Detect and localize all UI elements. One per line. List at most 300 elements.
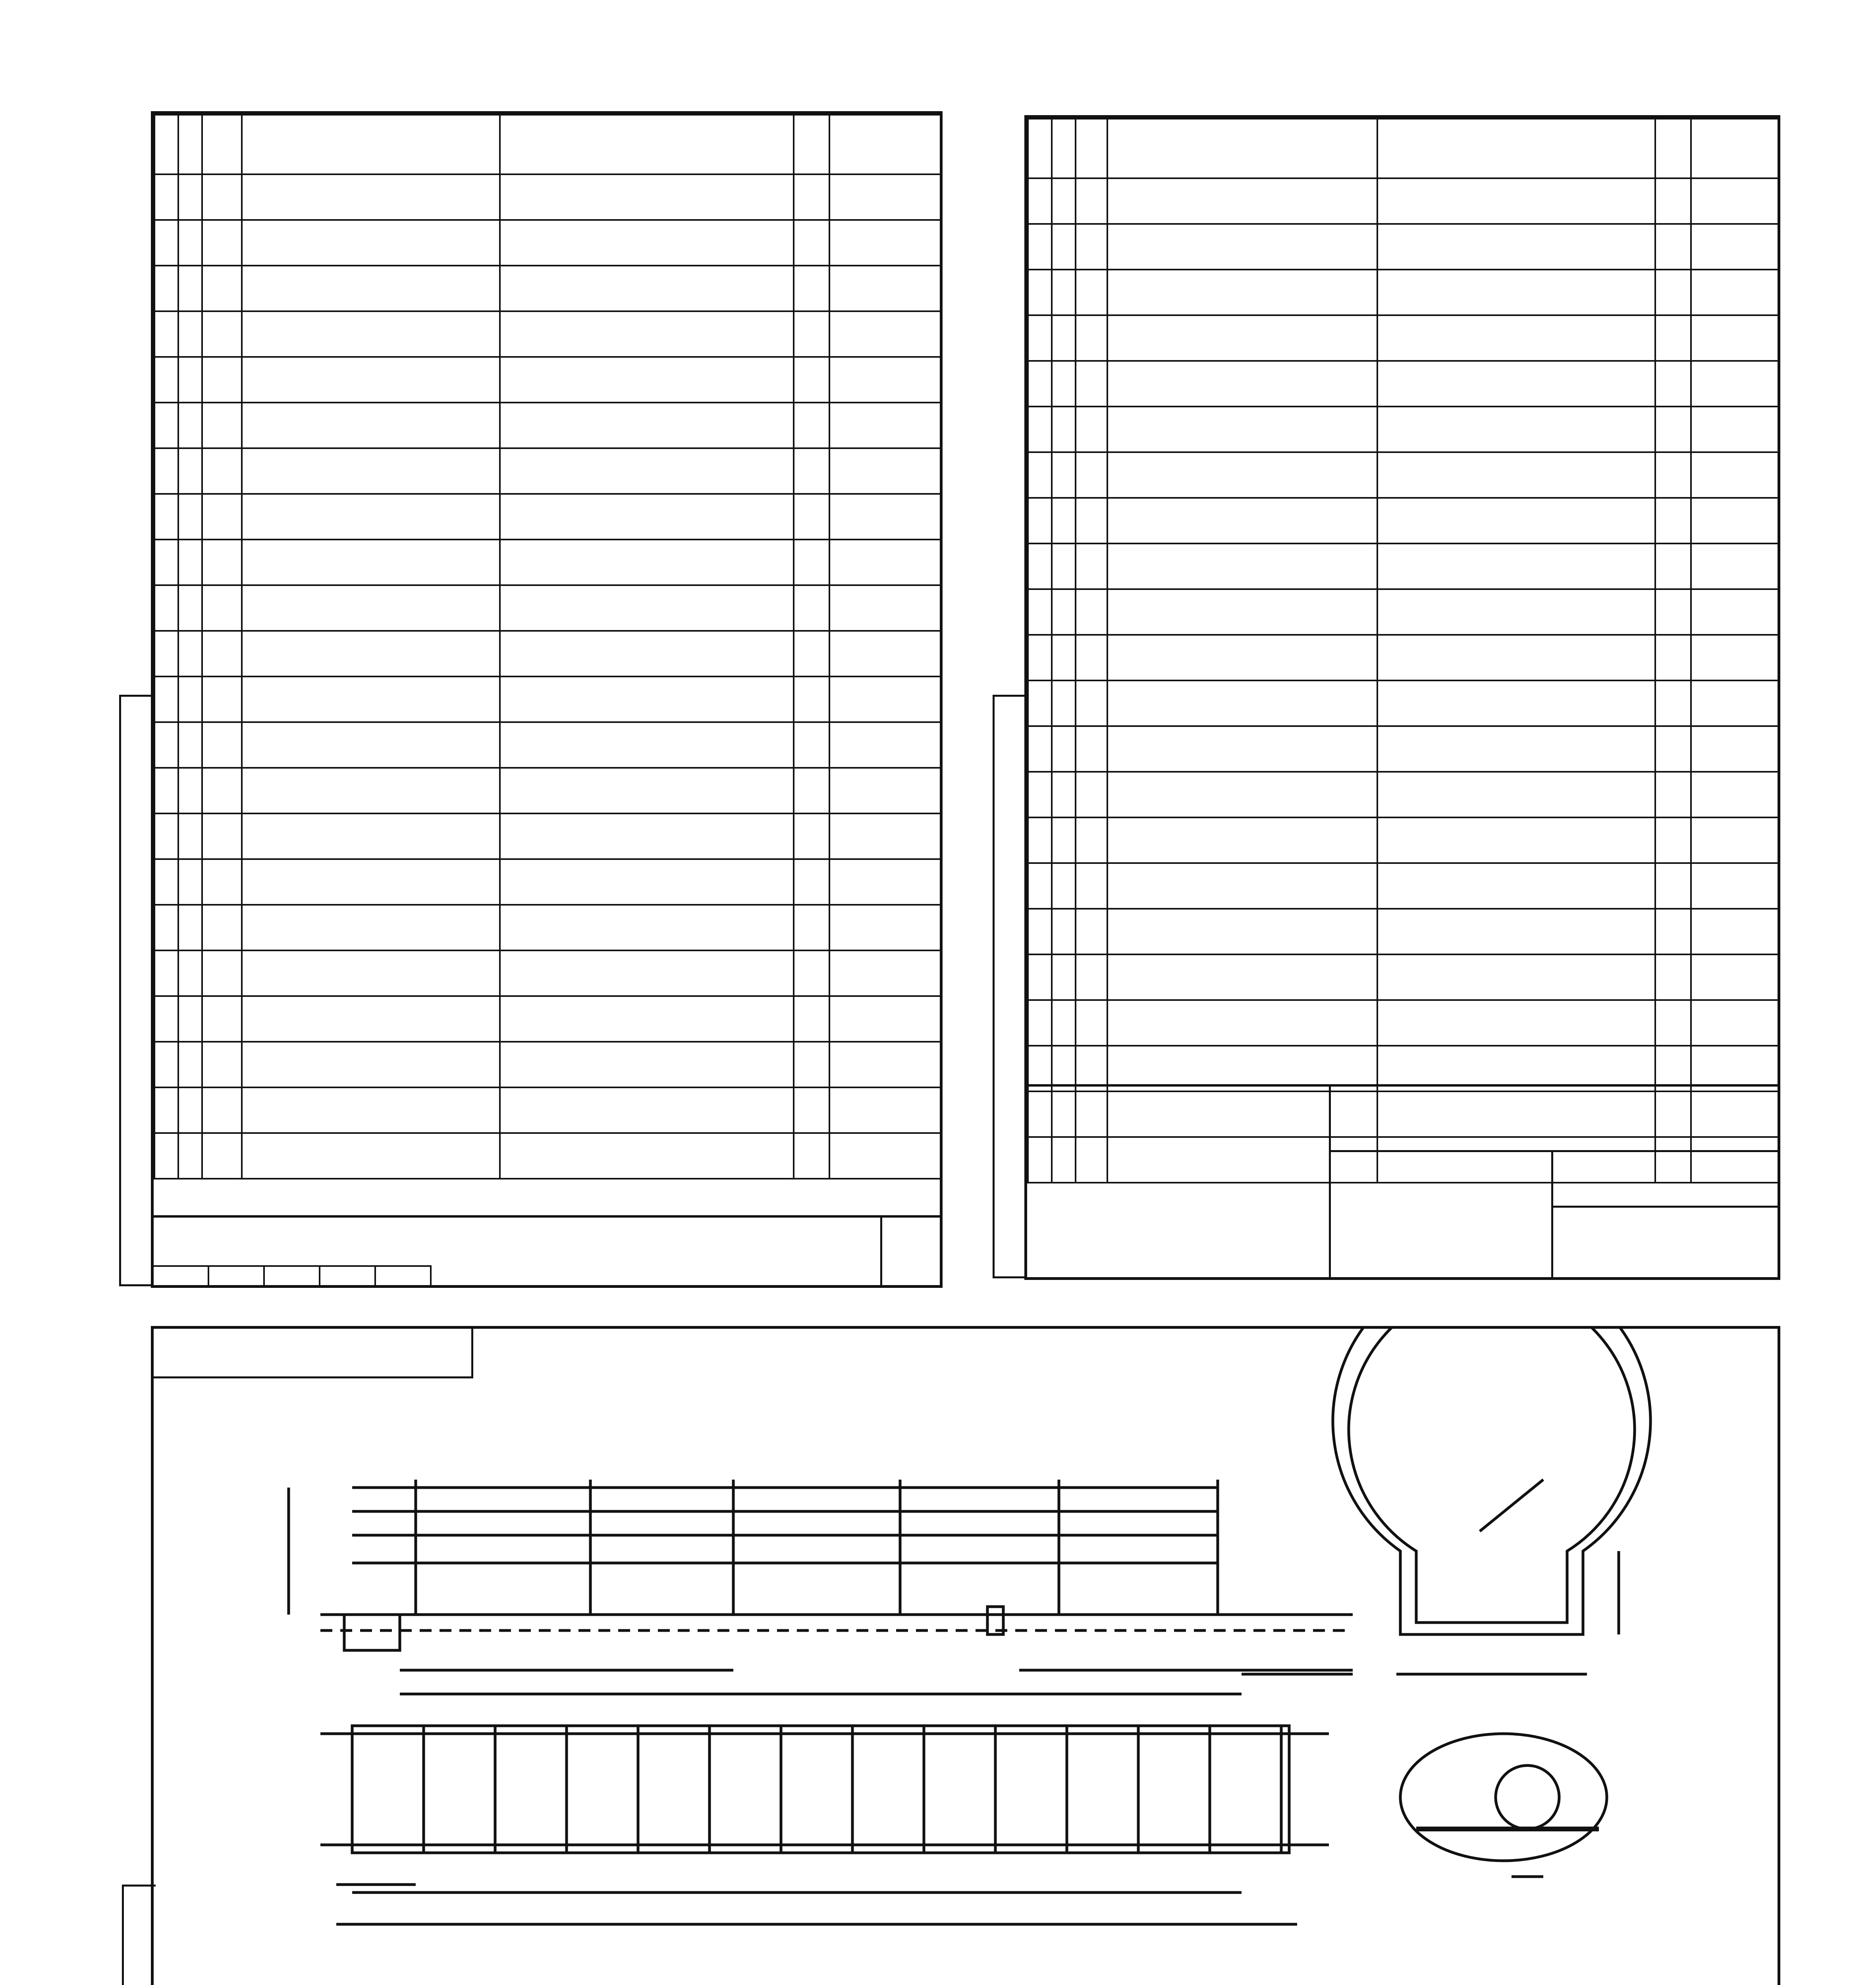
spec-cell bbox=[1691, 635, 1778, 680]
spec-cell bbox=[1655, 635, 1691, 680]
spec-cell bbox=[242, 1133, 500, 1179]
spec-cell bbox=[1076, 589, 1107, 635]
spec-cell bbox=[178, 813, 202, 859]
spec-cell bbox=[500, 357, 794, 403]
spec-cell bbox=[1028, 954, 1052, 1000]
spec-col-header bbox=[154, 115, 178, 174]
spec-cell bbox=[1655, 589, 1691, 635]
spec-cell bbox=[202, 220, 242, 266]
spec-cell bbox=[1028, 1000, 1052, 1046]
spec-cell bbox=[829, 1087, 941, 1133]
spec-cell bbox=[154, 494, 178, 540]
spec-cell bbox=[242, 311, 500, 357]
spec-cell bbox=[829, 403, 941, 448]
spec-cell bbox=[829, 859, 941, 905]
spec-row bbox=[1028, 361, 1778, 407]
spec-cell bbox=[1655, 726, 1691, 772]
spec-cell bbox=[202, 1133, 242, 1179]
spec-cell bbox=[1655, 863, 1691, 909]
spec-cell bbox=[178, 494, 202, 540]
spec-cell bbox=[1076, 817, 1107, 863]
spec-cell bbox=[1076, 452, 1107, 498]
spec-cell bbox=[1377, 270, 1655, 315]
spec-row bbox=[154, 174, 941, 220]
spec-row bbox=[154, 996, 941, 1042]
spec-cell bbox=[794, 174, 829, 220]
title-sign-rows bbox=[1027, 1150, 1329, 1277]
spec-cell bbox=[794, 813, 829, 859]
spec-cell bbox=[1655, 178, 1691, 224]
spec-cell bbox=[202, 950, 242, 996]
spec-cell bbox=[1377, 407, 1655, 452]
spec-cell bbox=[794, 357, 829, 403]
spec-cell bbox=[829, 357, 941, 403]
spec-cell bbox=[1691, 543, 1778, 589]
spec-row bbox=[154, 448, 941, 494]
spec-row bbox=[154, 813, 941, 859]
spec-row bbox=[154, 676, 941, 722]
spec-cell bbox=[500, 266, 794, 311]
spec-cell bbox=[154, 403, 178, 448]
spec-cell bbox=[178, 631, 202, 676]
spec-cell bbox=[1076, 1000, 1107, 1046]
spec-row bbox=[1028, 315, 1778, 361]
spec-cell bbox=[178, 768, 202, 813]
spec-cell bbox=[242, 357, 500, 403]
spec-cell bbox=[154, 540, 178, 585]
spec-row bbox=[1028, 954, 1778, 1000]
spec-cell bbox=[178, 403, 202, 448]
title-name-cell bbox=[1329, 1150, 1553, 1277]
assembly-drawing bbox=[154, 1329, 1778, 1985]
spec-cell bbox=[1655, 498, 1691, 543]
spec-cell bbox=[242, 540, 500, 585]
spec-cell bbox=[1107, 543, 1377, 589]
spec-cell bbox=[1107, 452, 1377, 498]
spec-cell bbox=[242, 1042, 500, 1087]
spec-cell bbox=[1052, 680, 1076, 726]
spec-cell bbox=[1052, 452, 1076, 498]
spec-cell bbox=[794, 950, 829, 996]
spec-cell bbox=[1377, 909, 1655, 954]
spec-cell bbox=[242, 722, 500, 768]
spec-cell bbox=[202, 448, 242, 494]
spec-cell bbox=[500, 859, 794, 905]
spec-cell bbox=[829, 813, 941, 859]
side-stamp-left bbox=[119, 695, 153, 1286]
spec-cell bbox=[1028, 635, 1052, 680]
spec-cell bbox=[1107, 589, 1377, 635]
spec-cell bbox=[154, 357, 178, 403]
spec-row bbox=[1028, 224, 1778, 270]
spec-cell bbox=[794, 905, 829, 950]
spec-cell bbox=[178, 905, 202, 950]
spec-cell bbox=[154, 859, 178, 905]
spec-cell bbox=[1655, 543, 1691, 589]
spec-cell bbox=[202, 996, 242, 1042]
section-gg-rod bbox=[1496, 1765, 1559, 1829]
spec-cell bbox=[1028, 452, 1052, 498]
spec-cell bbox=[1076, 270, 1107, 315]
spec-cell bbox=[242, 1087, 500, 1133]
spec-cell bbox=[1377, 498, 1655, 543]
spec-cell bbox=[500, 996, 794, 1042]
spec-cell bbox=[202, 905, 242, 950]
spec-cell bbox=[500, 768, 794, 813]
spec-cell bbox=[1076, 954, 1107, 1000]
spec-col-header bbox=[829, 115, 941, 174]
spec-cell bbox=[1691, 270, 1778, 315]
spec-cell bbox=[794, 494, 829, 540]
spec-row bbox=[154, 403, 941, 448]
side-stamp-right bbox=[993, 695, 1026, 1278]
spec-row bbox=[154, 540, 941, 585]
spec-cell bbox=[178, 1133, 202, 1179]
spec-cell bbox=[178, 174, 202, 220]
spec-cell bbox=[1691, 817, 1778, 863]
spec-cell bbox=[1107, 361, 1377, 407]
spec-cell bbox=[829, 631, 941, 676]
spec-cell bbox=[1691, 224, 1778, 270]
spec-cell bbox=[178, 1042, 202, 1087]
spec-cell bbox=[1076, 315, 1107, 361]
spec-cell bbox=[1052, 589, 1076, 635]
spec-cell bbox=[794, 540, 829, 585]
spec-cell bbox=[1028, 270, 1052, 315]
title-code-cell bbox=[1329, 1087, 1780, 1152]
spec-cell bbox=[1655, 772, 1691, 817]
spec-cell bbox=[1655, 1000, 1691, 1046]
spec-cell bbox=[1052, 726, 1076, 772]
spec-cell bbox=[1655, 270, 1691, 315]
spec-cell bbox=[154, 631, 178, 676]
spec-row bbox=[154, 494, 941, 540]
spec-cell bbox=[1377, 635, 1655, 680]
revision-col-label bbox=[320, 1267, 376, 1287]
spec-cell bbox=[154, 722, 178, 768]
spec-cell bbox=[794, 859, 829, 905]
spec-row bbox=[1028, 1000, 1778, 1046]
spec-row bbox=[1028, 635, 1778, 680]
spec-cell bbox=[202, 266, 242, 311]
spec-cell bbox=[1691, 909, 1778, 954]
spec-cell bbox=[794, 1087, 829, 1133]
spec-cell bbox=[1107, 909, 1377, 954]
spec-cell bbox=[1107, 224, 1377, 270]
spec-cell bbox=[1107, 772, 1377, 817]
spec-cell bbox=[794, 266, 829, 311]
spec-cell bbox=[178, 859, 202, 905]
spec-cell bbox=[178, 540, 202, 585]
spec-cell bbox=[242, 220, 500, 266]
spec-cell bbox=[242, 676, 500, 722]
spec-cell bbox=[500, 174, 794, 220]
spec-cell bbox=[202, 1087, 242, 1133]
spec-cell bbox=[500, 1087, 794, 1133]
revision-columns bbox=[154, 1265, 432, 1287]
spec-cell bbox=[1377, 543, 1655, 589]
spec-row bbox=[1028, 817, 1778, 863]
spec-cell bbox=[829, 174, 941, 220]
spec-cell bbox=[829, 905, 941, 950]
spec-cell bbox=[1076, 361, 1107, 407]
spec-cell bbox=[1052, 543, 1076, 589]
spec-cell bbox=[829, 494, 941, 540]
spec-cell bbox=[202, 585, 242, 631]
spec-table-right bbox=[1027, 118, 1779, 1183]
sheet-number-cell bbox=[880, 1218, 942, 1285]
spec-cell bbox=[794, 1042, 829, 1087]
spec-cell bbox=[500, 585, 794, 631]
spec-cell bbox=[1107, 498, 1377, 543]
spec-cell bbox=[1052, 407, 1076, 452]
spec-cell bbox=[829, 768, 941, 813]
spec-cell bbox=[1028, 680, 1052, 726]
spec-cell bbox=[500, 950, 794, 996]
spec-cell bbox=[1377, 224, 1655, 270]
spec-col-header bbox=[202, 115, 242, 174]
spec-cell bbox=[500, 311, 794, 357]
section-gg-circle bbox=[1400, 1734, 1607, 1861]
spec-sheet-left bbox=[151, 111, 943, 1288]
spec-cell bbox=[1377, 589, 1655, 635]
spec-cell bbox=[1655, 407, 1691, 452]
spec-row bbox=[154, 585, 941, 631]
spec-cell bbox=[1052, 361, 1076, 407]
spec-row bbox=[1028, 498, 1778, 543]
spec-cell bbox=[202, 859, 242, 905]
spec-cell bbox=[794, 631, 829, 676]
title-org-cell bbox=[1551, 1206, 1780, 1277]
spec-cell bbox=[829, 950, 941, 996]
spec-cell bbox=[1655, 361, 1691, 407]
spec-cell bbox=[202, 494, 242, 540]
spec-cell bbox=[154, 585, 178, 631]
spec-cell bbox=[500, 905, 794, 950]
spec-cell bbox=[154, 813, 178, 859]
plan-view-frame bbox=[352, 1726, 1289, 1853]
spec-cell bbox=[1107, 315, 1377, 361]
spec-col-header bbox=[1377, 119, 1655, 178]
revision-col-label bbox=[154, 1267, 209, 1287]
spec-cell bbox=[1076, 909, 1107, 954]
spec-cell bbox=[794, 311, 829, 357]
spec-cell bbox=[154, 220, 178, 266]
spec-cell bbox=[1377, 178, 1655, 224]
spec-cell bbox=[1076, 635, 1107, 680]
spec-cell bbox=[829, 585, 941, 631]
spec-cell bbox=[242, 403, 500, 448]
spec-cell bbox=[500, 1042, 794, 1087]
spec-row bbox=[1028, 178, 1778, 224]
spec-cell bbox=[154, 174, 178, 220]
spec-cell bbox=[1655, 315, 1691, 361]
spec-col-header bbox=[794, 115, 829, 174]
spec-cell bbox=[178, 996, 202, 1042]
spec-cell bbox=[1107, 635, 1377, 680]
spec-cell bbox=[1052, 1000, 1076, 1046]
spec-cell bbox=[1107, 270, 1377, 315]
spec-col-header bbox=[1052, 119, 1076, 178]
spec-cell bbox=[1691, 680, 1778, 726]
spec-cell bbox=[794, 220, 829, 266]
spec-cell bbox=[1052, 863, 1076, 909]
spec-cell bbox=[242, 768, 500, 813]
spec-row bbox=[1028, 270, 1778, 315]
spec-col-header bbox=[1655, 119, 1691, 178]
spec-cell bbox=[794, 403, 829, 448]
section-bb-hoop bbox=[1333, 1329, 1650, 1634]
spec-cell bbox=[1052, 635, 1076, 680]
spec-cell bbox=[1691, 407, 1778, 452]
spec-cell bbox=[500, 494, 794, 540]
spec-cell bbox=[178, 585, 202, 631]
spec-cell bbox=[829, 722, 941, 768]
spec-cell bbox=[178, 676, 202, 722]
spec-cell bbox=[829, 266, 941, 311]
spec-cell bbox=[500, 813, 794, 859]
spec-cell bbox=[1052, 817, 1076, 863]
spec-cell bbox=[154, 1133, 178, 1179]
spec-col-header bbox=[1028, 119, 1052, 178]
spec-cell bbox=[1377, 772, 1655, 817]
spec-cell bbox=[1028, 726, 1052, 772]
spec-cell bbox=[1655, 452, 1691, 498]
spec-cell bbox=[1028, 772, 1052, 817]
spec-cell bbox=[1655, 817, 1691, 863]
spec-cell bbox=[178, 448, 202, 494]
spec-cell bbox=[202, 357, 242, 403]
spec-cell bbox=[154, 676, 178, 722]
spec-row bbox=[154, 1042, 941, 1087]
spec-cell bbox=[829, 311, 941, 357]
spec-cell bbox=[1691, 452, 1778, 498]
spec-cell bbox=[1052, 178, 1076, 224]
spec-cell bbox=[202, 813, 242, 859]
spec-cell bbox=[178, 311, 202, 357]
spec-cell bbox=[1107, 817, 1377, 863]
spec-row bbox=[1028, 863, 1778, 909]
spec-cell bbox=[1107, 954, 1377, 1000]
title-lit-cell bbox=[1551, 1150, 1780, 1208]
spec-row bbox=[154, 357, 941, 403]
spec-cell bbox=[500, 722, 794, 768]
spec-cell bbox=[1028, 543, 1052, 589]
spec-cell bbox=[1028, 178, 1052, 224]
spec-cell bbox=[1028, 863, 1052, 909]
spec-cell bbox=[1655, 680, 1691, 726]
spec-cell bbox=[1377, 817, 1655, 863]
spec-cell bbox=[178, 266, 202, 311]
spec-cell bbox=[794, 768, 829, 813]
spec-cell bbox=[1107, 680, 1377, 726]
spec-cell bbox=[1691, 772, 1778, 817]
spec-cell bbox=[242, 174, 500, 220]
spec-row bbox=[1028, 726, 1778, 772]
spec-cell bbox=[1076, 224, 1107, 270]
spec-table-left bbox=[154, 114, 941, 1179]
spec-cell bbox=[1052, 270, 1076, 315]
spec-cell bbox=[202, 676, 242, 722]
spec-cell bbox=[1691, 498, 1778, 543]
spec-cell bbox=[1377, 361, 1655, 407]
spec-row bbox=[154, 859, 941, 905]
spec-col-header bbox=[500, 115, 794, 174]
spec-cell bbox=[1377, 680, 1655, 726]
spec-cell bbox=[794, 996, 829, 1042]
spec-cell bbox=[500, 540, 794, 585]
spec-cell bbox=[1076, 863, 1107, 909]
spec-cell bbox=[242, 905, 500, 950]
spec-row bbox=[154, 1133, 941, 1179]
spec-cell bbox=[500, 631, 794, 676]
drawing-sheet bbox=[151, 1326, 1780, 1985]
spec-cell bbox=[1052, 954, 1076, 1000]
spec-cell bbox=[829, 1133, 941, 1179]
spec-cell bbox=[1028, 361, 1052, 407]
spec-cell bbox=[202, 768, 242, 813]
spec-row bbox=[154, 631, 941, 676]
spec-row bbox=[154, 220, 941, 266]
spec-cell bbox=[1052, 224, 1076, 270]
spec-cell bbox=[1028, 407, 1052, 452]
spec-right-title-block bbox=[1027, 1084, 1778, 1277]
spec-cell bbox=[202, 1042, 242, 1087]
spec-row bbox=[1028, 452, 1778, 498]
spec-cell bbox=[1107, 1000, 1377, 1046]
spec-row bbox=[154, 768, 941, 813]
spec-cell bbox=[154, 768, 178, 813]
spec-cell bbox=[1076, 726, 1107, 772]
revision-col-label bbox=[265, 1267, 320, 1287]
spec-cell bbox=[178, 220, 202, 266]
spec-cell bbox=[202, 540, 242, 585]
spec-cell bbox=[1076, 407, 1107, 452]
spec-cell bbox=[1028, 224, 1052, 270]
spec-cell bbox=[202, 403, 242, 448]
spec-cell bbox=[1052, 498, 1076, 543]
spec-cell bbox=[829, 1042, 941, 1087]
spec-cell bbox=[1655, 224, 1691, 270]
spec-row bbox=[154, 722, 941, 768]
spec-cell bbox=[1052, 772, 1076, 817]
spec-row bbox=[154, 1087, 941, 1133]
spec-cell bbox=[154, 448, 178, 494]
spec-row bbox=[1028, 680, 1778, 726]
spec-cell bbox=[829, 676, 941, 722]
spec-sheet-right bbox=[1024, 115, 1780, 1280]
spec-cell bbox=[794, 676, 829, 722]
spec-cell bbox=[178, 357, 202, 403]
spec-cell bbox=[829, 996, 941, 1042]
spec-cell bbox=[1028, 589, 1052, 635]
spec-cell bbox=[242, 996, 500, 1042]
spec-cell bbox=[242, 631, 500, 676]
spec-cell bbox=[1655, 954, 1691, 1000]
spec-cell bbox=[794, 448, 829, 494]
spec-cell bbox=[154, 996, 178, 1042]
spec-cell bbox=[1691, 954, 1778, 1000]
spec-cell bbox=[500, 1133, 794, 1179]
spec-row bbox=[154, 905, 941, 950]
spec-cell bbox=[500, 676, 794, 722]
spec-cell bbox=[1028, 315, 1052, 361]
spec-cell bbox=[1691, 178, 1778, 224]
spec-cell bbox=[794, 722, 829, 768]
spec-cell bbox=[829, 540, 941, 585]
spec-cell bbox=[500, 448, 794, 494]
spec-cell bbox=[1691, 315, 1778, 361]
